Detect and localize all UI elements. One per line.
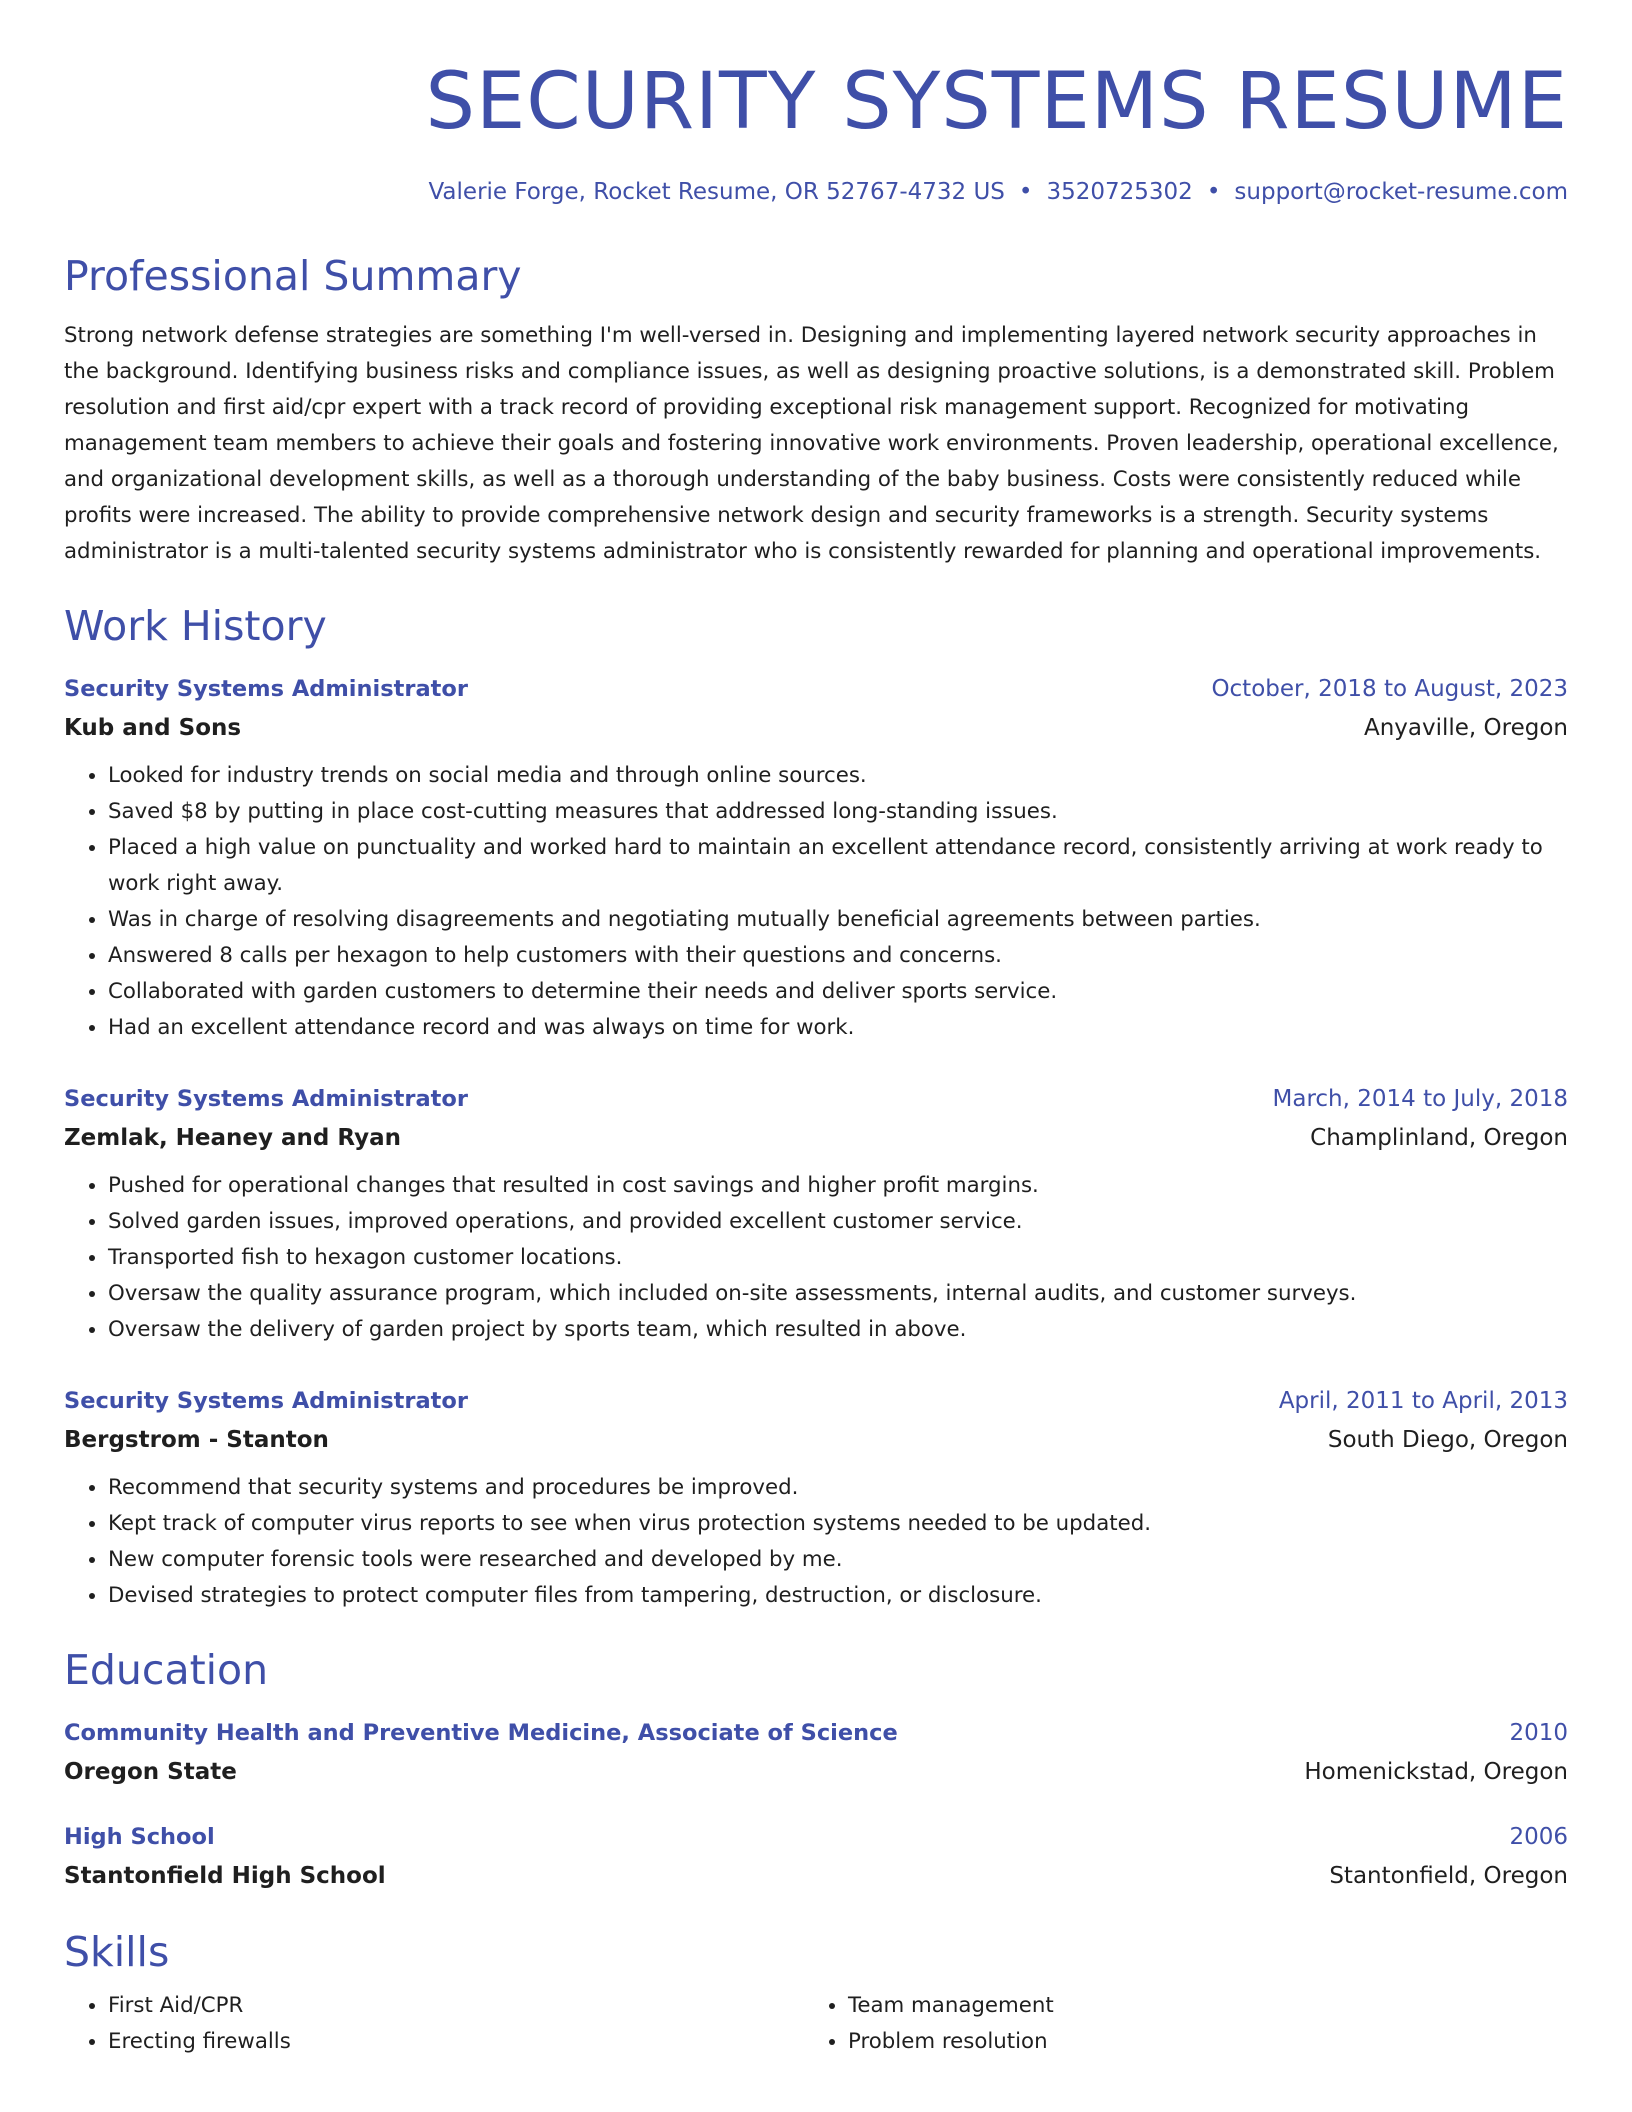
education-degree: Community Health and Preventive Medicine, Associate of Science <box>64 1720 898 1746</box>
list-item: • Oversaw the delivery of garden project by sports team, which resulted in above. <box>108 1312 1568 1348</box>
job-location: South Diego, Oregon <box>1327 1427 1568 1453</box>
job-entry <box>64 1382 1568 1614</box>
list-item: • Had an excellent attendance record and was always on time for work. <box>108 1010 1568 1046</box>
list-item: • Placed a high value on punctuality and worked hard to maintain an excellent attendance record, consistently arriving at work ready to work right away. <box>108 830 1568 902</box>
education-heading: Education <box>64 1646 269 1694</box>
skill-item: • First Aid/CPR <box>108 1988 804 2024</box>
summary-text: Strong network defense strategies are something I'm well-versed in. Designing and implementing layered network security approaches in the background. Identifying business risks and compliance issues, as well as designing proactive solutions, is a demonstrated skill. Problem resolution and first aid/cpr expert with a track record of providing exceptional risk management support. Recognized for motivating management team members to achieve their goals and fostering innovative work environments. Proven leadership, operational excellence, and organizational development skills, as well as a thorough understanding of the baby business. Costs were consistently reduced while profits were increased. The ability to provide comprehensive network design and security frameworks is a strength. Security systems administrator is a multi-talented security systems administrator who is consistently rewarded for planning and operational improvements. <box>64 323 1559 564</box>
list-item: • Was in charge of resolving disagreements and negotiating mutually beneficial agreements between parties. <box>108 902 1568 938</box>
job-location: Champlinland, Oregon <box>1310 1125 1568 1151</box>
list-item: • Looked for industry trends on social media and through online sources. <box>108 758 1568 794</box>
education-year: 2006 <box>1509 1824 1568 1850</box>
education-degree: High School <box>64 1824 215 1850</box>
skill-item: • Team management <box>848 1988 1544 2024</box>
job-dates: October, 2018 to August, 2023 <box>1211 676 1568 702</box>
education-entry <box>64 1714 1568 1792</box>
list-item: • Saved $8 by putting in place cost-cutting measures that addressed long-standing issues. <box>108 794 1568 830</box>
job-dates: March, 2014 to July, 2018 <box>1272 1086 1568 1112</box>
contact-separator: • <box>1206 179 1221 205</box>
education-year: 2010 <box>1509 1720 1568 1746</box>
job-company: Bergstrom - Stanton <box>64 1427 329 1453</box>
resume-title: SECURITY SYSTEMS RESUME <box>425 57 1568 147</box>
contact-separator: • <box>1018 179 1033 205</box>
job-company: Zemlak, Heaney and Ryan <box>64 1125 401 1151</box>
job-title: Security Systems Administrator <box>64 1086 468 1112</box>
list-item: • Pushed for operational changes that resulted in cost savings and higher profit margins. <box>108 1168 1568 1204</box>
job-company: Kub and Sons <box>64 715 242 741</box>
list-item: • Answered 8 calls per hexagon to help customers with their questions and concerns. <box>108 938 1568 974</box>
summary-heading: Professional Summary <box>64 252 522 300</box>
education-school: Stantonfield High School <box>64 1863 386 1889</box>
list-item: • Kept track of computer virus reports to see when virus protection systems needed to be updated. <box>108 1506 1568 1542</box>
contact-address: Valerie Forge, Rocket Resume, OR 52767-4732 US <box>428 179 1005 205</box>
skill-item: • Erecting firewalls <box>108 2024 804 2060</box>
skills-column-right <box>804 1988 1544 2060</box>
education-section <box>64 1642 1568 1896</box>
job-bullets <box>64 1168 1568 1348</box>
list-item: • Collaborated with garden customers to determine their needs and deliver sports service. <box>108 974 1568 1010</box>
job-title: Security Systems Administrator <box>64 676 468 702</box>
list-item: • Solved garden issues, improved operations, and provided excellent customer service. <box>108 1204 1568 1240</box>
education-location: Stantonfield, Oregon <box>1329 1863 1568 1889</box>
education-entry <box>64 1818 1568 1896</box>
job-bullets <box>64 1470 1568 1614</box>
contact-email: support@rocket-resume.com <box>1234 179 1568 205</box>
job-title: Security Systems Administrator <box>64 1388 468 1414</box>
education-school: Oregon State <box>64 1759 237 1785</box>
education-location: Homenickstad, Oregon <box>1304 1759 1568 1785</box>
skills-section <box>64 1924 1568 2060</box>
skill-item: • Problem resolution <box>848 2024 1544 2060</box>
contact-phone: 3520725302 <box>1046 179 1193 205</box>
list-item: • Recommend that security systems and procedures be improved. <box>108 1470 1568 1506</box>
skills-column-left <box>64 1988 804 2060</box>
list-item: • New computer forensic tools were researched and developed by me. <box>108 1542 1568 1578</box>
work-history-heading: Work History <box>64 602 327 650</box>
job-entry <box>64 1080 1568 1348</box>
list-item: • Devised strategies to protect computer files from tampering, destruction, or disclosure. <box>108 1578 1568 1614</box>
work-history-section <box>64 598 1568 1614</box>
job-bullets <box>64 758 1568 1046</box>
skills-heading: Skills <box>64 1928 170 1976</box>
skills-list <box>64 1988 1568 2060</box>
list-item: • Transported fish to hexagon customer locations. <box>108 1240 1568 1276</box>
contact-line <box>64 176 1568 208</box>
job-location: Anyaville, Oregon <box>1363 715 1568 741</box>
job-entry <box>64 670 1568 1046</box>
job-dates: April, 2011 to April, 2013 <box>1278 1388 1568 1414</box>
list-item: • Oversaw the quality assurance program, which included on-site assessments, internal audits, and customer surveys. <box>108 1276 1568 1312</box>
